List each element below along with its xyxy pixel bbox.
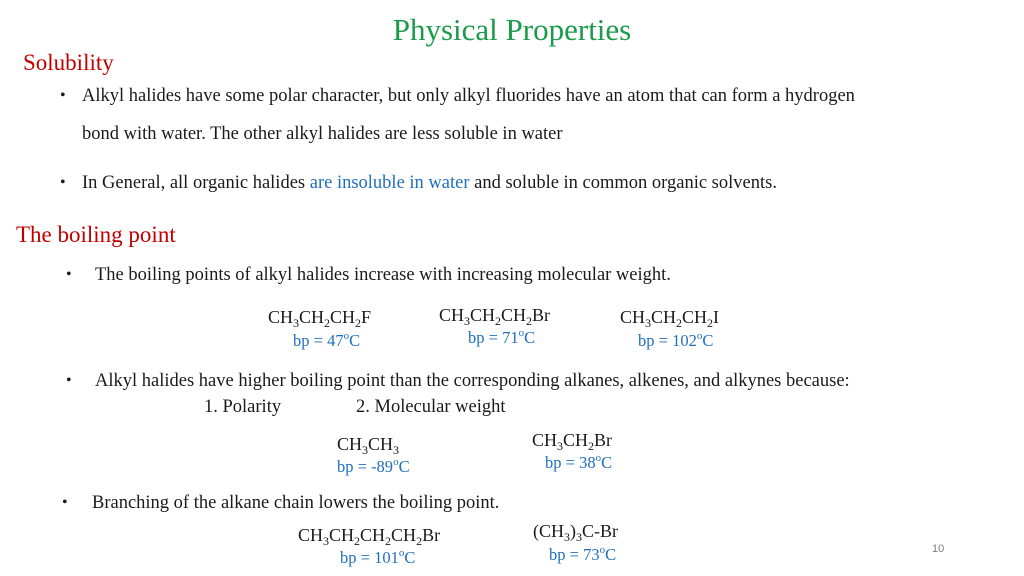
page-title: Physical Properties: [392, 12, 632, 47]
bullet-icon: •: [60, 174, 66, 191]
bp-propyl-fluoride: bp = $47^oC$: [293, 330, 361, 350]
formula-propyl-fluoride: $CH_3CH_2CH_2F$: [268, 307, 372, 330]
reason-molecular-weight: 2. Molecular weight: [356, 397, 506, 417]
formula-tbutyl-bromide: $(CH_3)_3C-Br$: [533, 521, 618, 544]
solubility-heading: Solubility: [23, 50, 114, 75]
boiling-heading: The boiling point: [16, 222, 176, 247]
page-number: 10: [932, 543, 945, 555]
boiling-bullet-1: The boiling points of alkyl halides increase with increasing molecular weight.: [95, 265, 671, 285]
solubility-bullet-2-pre: In General, all organic halides: [82, 173, 310, 193]
solubility-bullet-2: [82, 173, 777, 194]
bullet-icon: •: [60, 87, 66, 104]
solubility-bullet-1-line-2: bond with water. The other alkyl halides are less soluble in water: [82, 124, 563, 144]
bp-ethyl-bromide: bp = $38^oC$: [545, 452, 613, 472]
bp-ethane: bp = $-89^oC$: [337, 456, 410, 476]
formula-propyl-iodide: $CH_3CH_2CH_2I$: [620, 307, 720, 330]
bullet-icon: •: [66, 266, 72, 283]
formula-butyl-bromide: $CH_3CH_2CH_2CH_2Br$: [298, 525, 441, 548]
reason-polarity: 1. Polarity: [204, 397, 282, 417]
solubility-bullet-2-highlight: are insoluble in water: [309, 173, 470, 193]
bp-propyl-iodide: bp = $102^oC$: [638, 330, 714, 350]
formula-ethyl-bromide: $CH_3CH_2Br$: [532, 430, 613, 453]
bp-propyl-bromide: bp = $71^oC$: [468, 327, 536, 347]
bp-butyl-bromide: bp = $101^oC$: [340, 547, 416, 567]
boiling-bullet-2: Alkyl halides have higher boiling point than the corresponding alkanes, alkenes, and alkynes because:: [95, 371, 850, 391]
bullet-icon: •: [62, 494, 68, 511]
bp-tbutyl-bromide: bp = $73^oC$: [549, 544, 617, 564]
formula-propyl-bromide: $CH_3CH_2CH_2Br$: [439, 305, 551, 328]
solubility-bullet-2-post: and soluble in common organic solvents.: [469, 173, 777, 193]
solubility-bullet-1-line-1: Alkyl halides have some polar character, but only alkyl fluorides have an atom that can form a hydrogen: [82, 86, 855, 106]
bullet-icon: •: [66, 372, 72, 389]
formula-ethane: $CH_3CH_3$: [337, 434, 400, 457]
boiling-bullet-3: Branching of the alkane chain lowers the boiling point.: [92, 493, 500, 513]
